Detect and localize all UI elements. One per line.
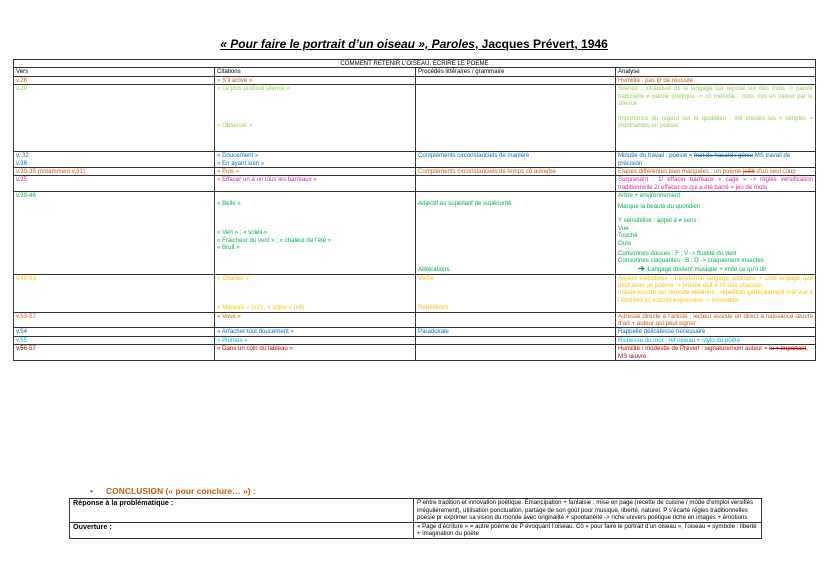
title-collection: Paroles <box>431 37 475 51</box>
citation-cell <box>215 274 416 312</box>
struck-text: fruit du hasard / génie <box>694 152 753 160</box>
column-header-row <box>14 68 816 76</box>
page-title <box>0 37 828 51</box>
table-row <box>14 152 816 168</box>
analyse-cell: Rappelle délicatesse nécessaire <box>616 328 816 336</box>
procede-cell <box>416 176 616 192</box>
vers-cell: v.49-53 <box>14 274 215 312</box>
analyse-text: Insiste encore sur réussite aléatoire ; répétition généralement mal vue à l’écrit MS ici volonté expressive -> innovation <box>618 289 814 304</box>
vers-cell: v.53-57 <box>14 312 215 328</box>
title-author-year: , Jacques Prévert, 1946 <box>474 37 608 51</box>
analyse-cell <box>616 312 816 328</box>
analysis-table <box>13 59 816 361</box>
analyse-cell <box>616 192 816 274</box>
table-row <box>14 345 816 361</box>
analyse-text: Arbre + environnement <box>618 192 681 200</box>
analyse-cell <box>616 274 816 312</box>
table-row <box>14 76 816 84</box>
citation-cell: « Vous » <box>215 312 416 328</box>
citation: « Chanter » <box>217 274 249 282</box>
table-row <box>14 274 816 312</box>
table-row <box>14 192 816 274</box>
table-header-row <box>14 60 816 68</box>
table-row <box>14 312 816 328</box>
vers-cell: v.55 <box>14 336 215 344</box>
analyse-text: Touché <box>618 232 638 240</box>
procede-cell <box>416 85 616 152</box>
vers-cell: v.28 <box>14 76 215 84</box>
citation: « Observer » <box>217 122 253 130</box>
conclusion-text: P entre tradition et innovation poétique. Emancipation + fantaisie : mise en page (recette de cuisine / mode d’emploi versifiés irrégulièrement), utilisation ponctuation, partage de son goût pour musique, liberté, naturel. P s’écarte règles traditionnelles poésie pr exprimer sa vision du monde avec originalité + spontanéité -> riche univers poétique riche en images + émotions <box>414 499 762 523</box>
table-row <box>14 336 816 344</box>
table-header: COMMENT RETENIR L’OISEAU, ECRIRE LE POEME <box>14 60 816 68</box>
vers-cell: v.30-35 (notamment v.31) <box>14 168 215 176</box>
table-row <box>14 85 816 152</box>
conclusion-text: « Page d’écriture » = autre poème de P évoquant l’oiseau. Cô « pour faire le portrait d’un oiseau », l’oiseau = symbole : liberté + imagination du poète <box>414 522 762 538</box>
arrow-right-icon: ➔ <box>638 263 645 273</box>
analyse-line <box>618 265 813 273</box>
conclusion-label: Ouverture : <box>70 522 414 538</box>
citation-cell: « Dans un coin du tableau » <box>215 345 416 361</box>
analyse-text: Langage devient musique + imite ce qu’il dit <box>647 265 767 273</box>
analyse-cell <box>616 152 816 168</box>
citation: « Doucement » <box>217 152 259 160</box>
analyse-text: Consonnes douces : F ; V -> fluidité du vent <box>618 250 737 258</box>
analyse-text: Vue <box>618 224 629 232</box>
citation-cell <box>215 152 416 168</box>
procede: Répétitions <box>418 304 449 312</box>
conclusion-row <box>70 499 762 523</box>
citation-cell <box>215 192 416 274</box>
vers-cell: v.35 <box>14 176 215 192</box>
analyse-text: Y sensibilise : appel à ≠ sens : <box>618 217 700 225</box>
analyse-text: Adresse directe à l’artiste ; lecteur assiste en direct à naissance œuvre d’art + auteur qui peut signer <box>618 312 814 327</box>
procede-cell: Compléments circonstanciels de temps cô adverbe <box>416 168 616 176</box>
procede: Allitérations <box>418 266 450 274</box>
vers: v.36 <box>16 159 28 167</box>
citation: « Fraicheur du vent » ; « chaleur de l’été » <box>217 236 332 244</box>
analyse-text: Aspect mélodieux : transforme langage ordinaire + côté engagé que peut avoir un poème -> poème doit ê cô une chanson <box>618 274 814 289</box>
procede-cell <box>416 76 616 84</box>
analyse-cell: Humilité : pas tjr de réussite <box>616 76 816 84</box>
procede-cell <box>416 274 616 312</box>
procede-cell: Compléments circonstanciels de manière <box>416 152 616 168</box>
column-header: Analyse <box>616 68 816 76</box>
vers-cell: v.39-46 <box>14 192 215 274</box>
citation: « Belle » <box>217 199 241 207</box>
conclusion-title: CONCLUSION (« pour conclure… ») : <box>106 486 256 496</box>
conclusion-row <box>70 522 762 538</box>
procede-cell <box>416 192 616 274</box>
analyse-text: MS travail de précision <box>618 152 791 167</box>
table-row <box>14 328 816 336</box>
analyse-text: , MS œuvre <box>618 345 809 360</box>
analyse-text: Importance du regard sur le quotidien : mê choses les + simples = importantes en poésie <box>618 114 814 130</box>
conclusion-label: Réponse à la problématique : <box>70 499 414 523</box>
analyse-text: Silence : inhabituel ds le langage car repose sur des mots -> parole habituelle ≠ parole poétique -> cô mélodie : mots mis en valeur par le silence <box>618 85 814 108</box>
citation-cell: « Arracher tout doucement » <box>215 328 416 336</box>
citation-cell: « Puis » <box>215 168 416 176</box>
analyse-cell: Richesse du mot : ref oiseau + stylo du poète <box>616 336 816 344</box>
analyse-text: Ouïe <box>618 239 632 247</box>
analyse-text: Surprenant : 1/ effacer barreaux « cage » -> règles versification traditionnelle 2/ effacer ce qui a été barré = jeu de mots <box>618 176 814 191</box>
conclusion-table <box>69 498 762 539</box>
table-row <box>14 176 816 192</box>
title-quote: « Pour faire le portrait d’un oiseau », <box>220 37 432 51</box>
citation-cell: « Plumes » <box>215 336 416 344</box>
analyse-text: d’un seul coup <box>754 168 796 176</box>
citation-cell: « Effacer un à un tous les barreaux » <box>215 176 416 192</box>
struck-text: le + important <box>769 345 807 353</box>
analyse-text: Marque la beauté du quotidien : <box>618 202 704 210</box>
citation: « Vert » ; « soleil » <box>217 229 268 237</box>
analyse-cell <box>616 345 816 361</box>
vers-cell: v.54 <box>14 328 215 336</box>
column-header: Vers <box>14 68 215 76</box>
analyse-text: Consonnes claquantes : B ; D -> craquement insectes <box>618 257 764 265</box>
conclusion-heading <box>90 486 256 496</box>
column-header: Citations <box>215 68 416 76</box>
procede-cell <box>416 336 616 344</box>
procede: Verbe <box>418 274 434 282</box>
citation: « En ayant soin » <box>217 159 265 167</box>
table-row <box>14 168 816 176</box>
citation: « Le plus profond silence » <box>217 85 290 93</box>
procede: Adjectif au superlatif de supériorité <box>418 199 512 207</box>
analyse-cell <box>616 85 816 152</box>
vers-cell: v.56-57 <box>14 345 215 361</box>
citation: « Bruit » <box>217 244 240 252</box>
analyse-text: Humilité / modestie de Prévert : signature/nom auteur = <box>618 345 770 353</box>
analyse-text: Minutie du travail : poésie = <box>618 152 695 160</box>
procede-cell: Paradoxale <box>416 328 616 336</box>
vers-cell: v.29 <box>14 85 215 152</box>
citation: « Mauvais » (x2) ; « signe » (x4) <box>217 304 305 312</box>
bullet-icon: • <box>90 486 93 496</box>
procede-cell <box>416 345 616 361</box>
analyse-cell <box>616 176 816 192</box>
analyse-cell <box>616 168 816 176</box>
citation-cell <box>215 85 416 152</box>
citation-cell: « S’il arrive » <box>215 76 416 84</box>
vers: v. 32 <box>16 152 29 160</box>
analyse-text: Etapes différentes bien marquées : un poème <box>618 168 743 176</box>
struck-text: jaillit <box>742 168 755 176</box>
vers-cell <box>14 152 215 168</box>
procede-cell <box>416 312 616 328</box>
column-header: Procédés littéraires / grammaire <box>416 68 616 76</box>
